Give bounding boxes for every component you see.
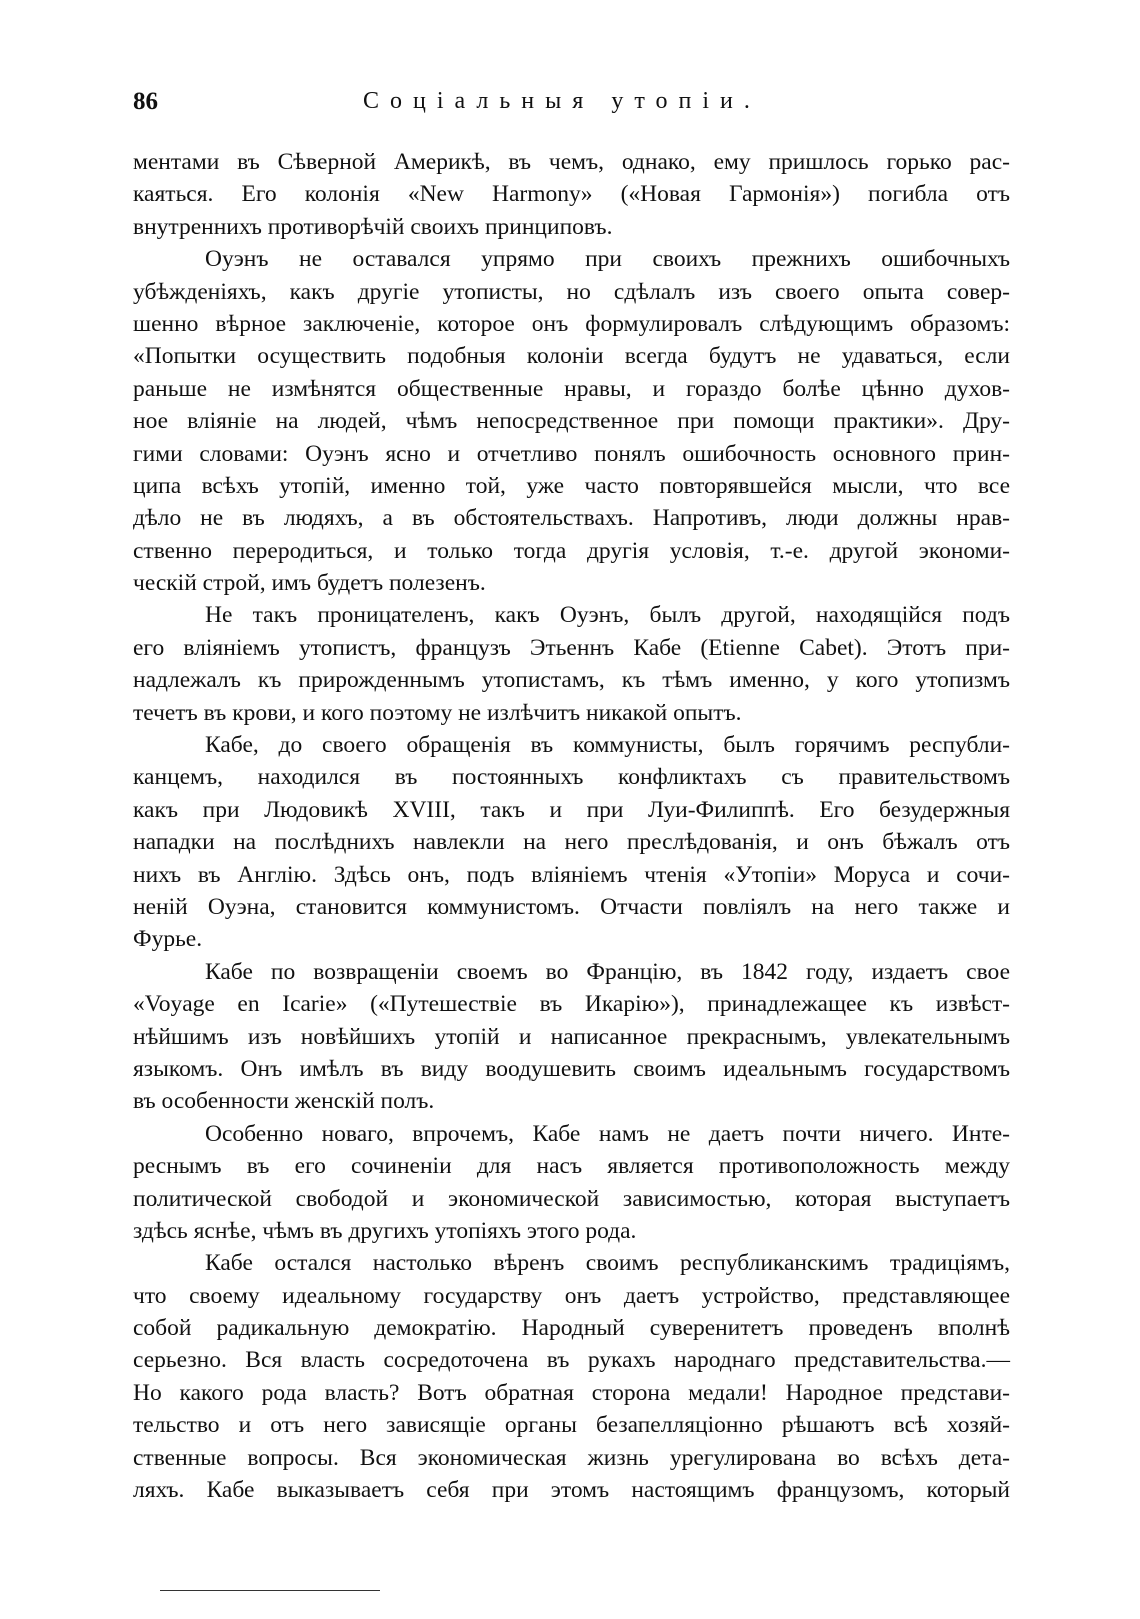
text-line: раньше не измѣнятся общественные нравы, и гораздо болѣе цѣнно духов- xyxy=(133,375,1010,402)
text-line: языкомъ. Онъ имѣлъ въ виду воодушевить своимъ идеальнымъ государствомъ xyxy=(133,1055,1010,1082)
text-line: собой радикальную демократію. Народный суверенитетъ проведенъ вполнѣ xyxy=(133,1315,1010,1342)
text-line: Кабе остался настолько вѣренъ своимъ республиканскимъ традиціямъ, xyxy=(205,1250,1010,1277)
paragraph xyxy=(133,243,1010,599)
text-line: надлежалъ къ прирожденнымъ утопистамъ, къ тѣмъ именно, у кого утопизмъ xyxy=(133,667,1010,694)
paragraph xyxy=(133,729,1010,956)
text-line: тельство и отъ него зависящіе органы безапелляціонно рѣшаютъ всѣ хозяй- xyxy=(133,1412,1010,1439)
paragraph xyxy=(133,599,1010,729)
text-line: въ особенности женскій полъ. xyxy=(133,1088,435,1115)
page-number: 86 xyxy=(133,88,158,115)
paragraph xyxy=(133,956,1010,1118)
text-line: гими словами: Оуэнъ ясно и отчетливо понялъ ошибочность основного прин- xyxy=(133,440,1010,467)
body-text xyxy=(133,146,1010,1506)
paragraph xyxy=(133,146,1010,243)
text-line: ляхъ. Кабе выказываетъ себя при этомъ настоящимъ французомъ, который xyxy=(133,1477,1010,1504)
text-line: реснымъ въ его сочиненіи для насъ является противоположность между xyxy=(133,1153,1010,1180)
paragraph xyxy=(133,1118,1010,1248)
text-line: ное вліяніе на людей, чѣмъ непосредственное при помощи практики». Дру- xyxy=(133,408,1010,435)
text-line: «Voyage en Icarie» («Путешествіе въ Икарію»), принадлежащее къ извѣст- xyxy=(133,991,1010,1018)
text-line: ственно переродиться, и только тогда другія условія, т.-е. другой экономи- xyxy=(133,537,1010,564)
text-line: нихъ въ Англію. Здѣсь онъ, подъ вліяніемъ чтенія «Утопіи» Моруса и сочи- xyxy=(133,861,1010,888)
text-line: нѣйшимъ изъ новѣйшихъ утопій и написанное прекраснымъ, увлекательнымъ xyxy=(133,1023,1010,1050)
text-line: шенно вѣрное заключеніе, которое онъ формулировалъ слѣдующимъ образомъ: xyxy=(133,310,1010,337)
text-line: ственные вопросы. Вся экономическая жизнь урегулирована во всѣхъ дета- xyxy=(133,1444,1010,1471)
text-line: его вліяніемъ утопистъ, французъ Этьеннъ Кабе (Etienne Cabet). Этотъ при- xyxy=(133,634,1010,661)
paragraph xyxy=(133,1247,1010,1506)
running-header xyxy=(133,88,1010,124)
text-line: нападки на послѣднихъ навлекли на него преслѣдованія, и онъ бѣжалъ отъ xyxy=(133,829,1010,856)
text-line: ческій строй, имъ будетъ полезенъ. xyxy=(133,570,486,597)
text-line: внутреннихъ противорѣчій своихъ принциповъ. xyxy=(133,213,613,240)
text-line: что своему идеальному государству онъ даетъ устройство, представляющее xyxy=(133,1282,1010,1309)
running-title: Соціальныя утопіи. xyxy=(363,88,761,114)
text-line: Фурье. xyxy=(133,926,203,953)
footer-rule xyxy=(160,1590,380,1591)
text-line: ментами въ Сѣверной Америкѣ, въ чемъ, однако, ему пришлось горько рас- xyxy=(133,149,1010,175)
text-line: Но какого рода власть? Вотъ обратная сторона медали! Народное представи- xyxy=(133,1379,1010,1406)
text-line: «Попытки осуществить подобныя колоніи всегда будутъ не удаваться, если xyxy=(133,343,1010,370)
text-line: политической свободой и экономической зависимостью, которая выступаетъ xyxy=(133,1185,1010,1212)
text-line: Кабе, до своего обращенія въ коммунисты, былъ горячимъ республи- xyxy=(205,732,1010,759)
text-line: серьезно. Вся власть сосредоточена въ рукахъ народнаго представительства.— xyxy=(133,1347,1010,1374)
text-line: неній Оуэна, становится коммунистомъ. Отчасти повліялъ на него также и xyxy=(133,893,1010,920)
text-line: убѣжденіяхъ, какъ другіе утописты, но сдѣлалъ изъ своего опыта совер- xyxy=(133,278,1010,305)
text-line: здѣсь яснѣе, чѣмъ въ другихъ утопіяхъ этого рода. xyxy=(133,1217,637,1244)
text-line: Не такъ проницателенъ, какъ Оуэнъ, былъ другой, находящійся подъ xyxy=(205,602,1010,629)
text-line: каяться. Его колонія «New Harmony» («Новая Гармонія») погибла отъ xyxy=(133,181,1010,208)
text-line: канцемъ, находился въ постоянныхъ конфликтахъ съ правительствомъ xyxy=(133,764,1010,791)
text-line: ципа всѣхъ утопій, именно той, уже часто повторявшейся мысли, что все xyxy=(133,472,1010,499)
text-line: течетъ въ крови, и кого поэтому не излѣчитъ никакой опытъ. xyxy=(133,699,742,726)
text-line: дѣло не въ людяхъ, а въ обстоятельствахъ. Напротивъ, люди должны нрав- xyxy=(133,505,1010,532)
text-line: Кабе по возвращеніи своемъ во Францію, въ 1842 году, издаетъ свое xyxy=(205,958,1010,985)
text-line: какъ при Людовикѣ XVIII, такъ и при Луи-Филиппѣ. Его безудержныя xyxy=(133,796,1010,823)
text-line: Особенно новаго, впрочемъ, Кабе намъ не даетъ почти ничего. Инте- xyxy=(205,1120,1010,1147)
text-line: Оуэнъ не оставался упрямо при своихъ прежнихъ ошибочныхъ xyxy=(205,246,1010,273)
